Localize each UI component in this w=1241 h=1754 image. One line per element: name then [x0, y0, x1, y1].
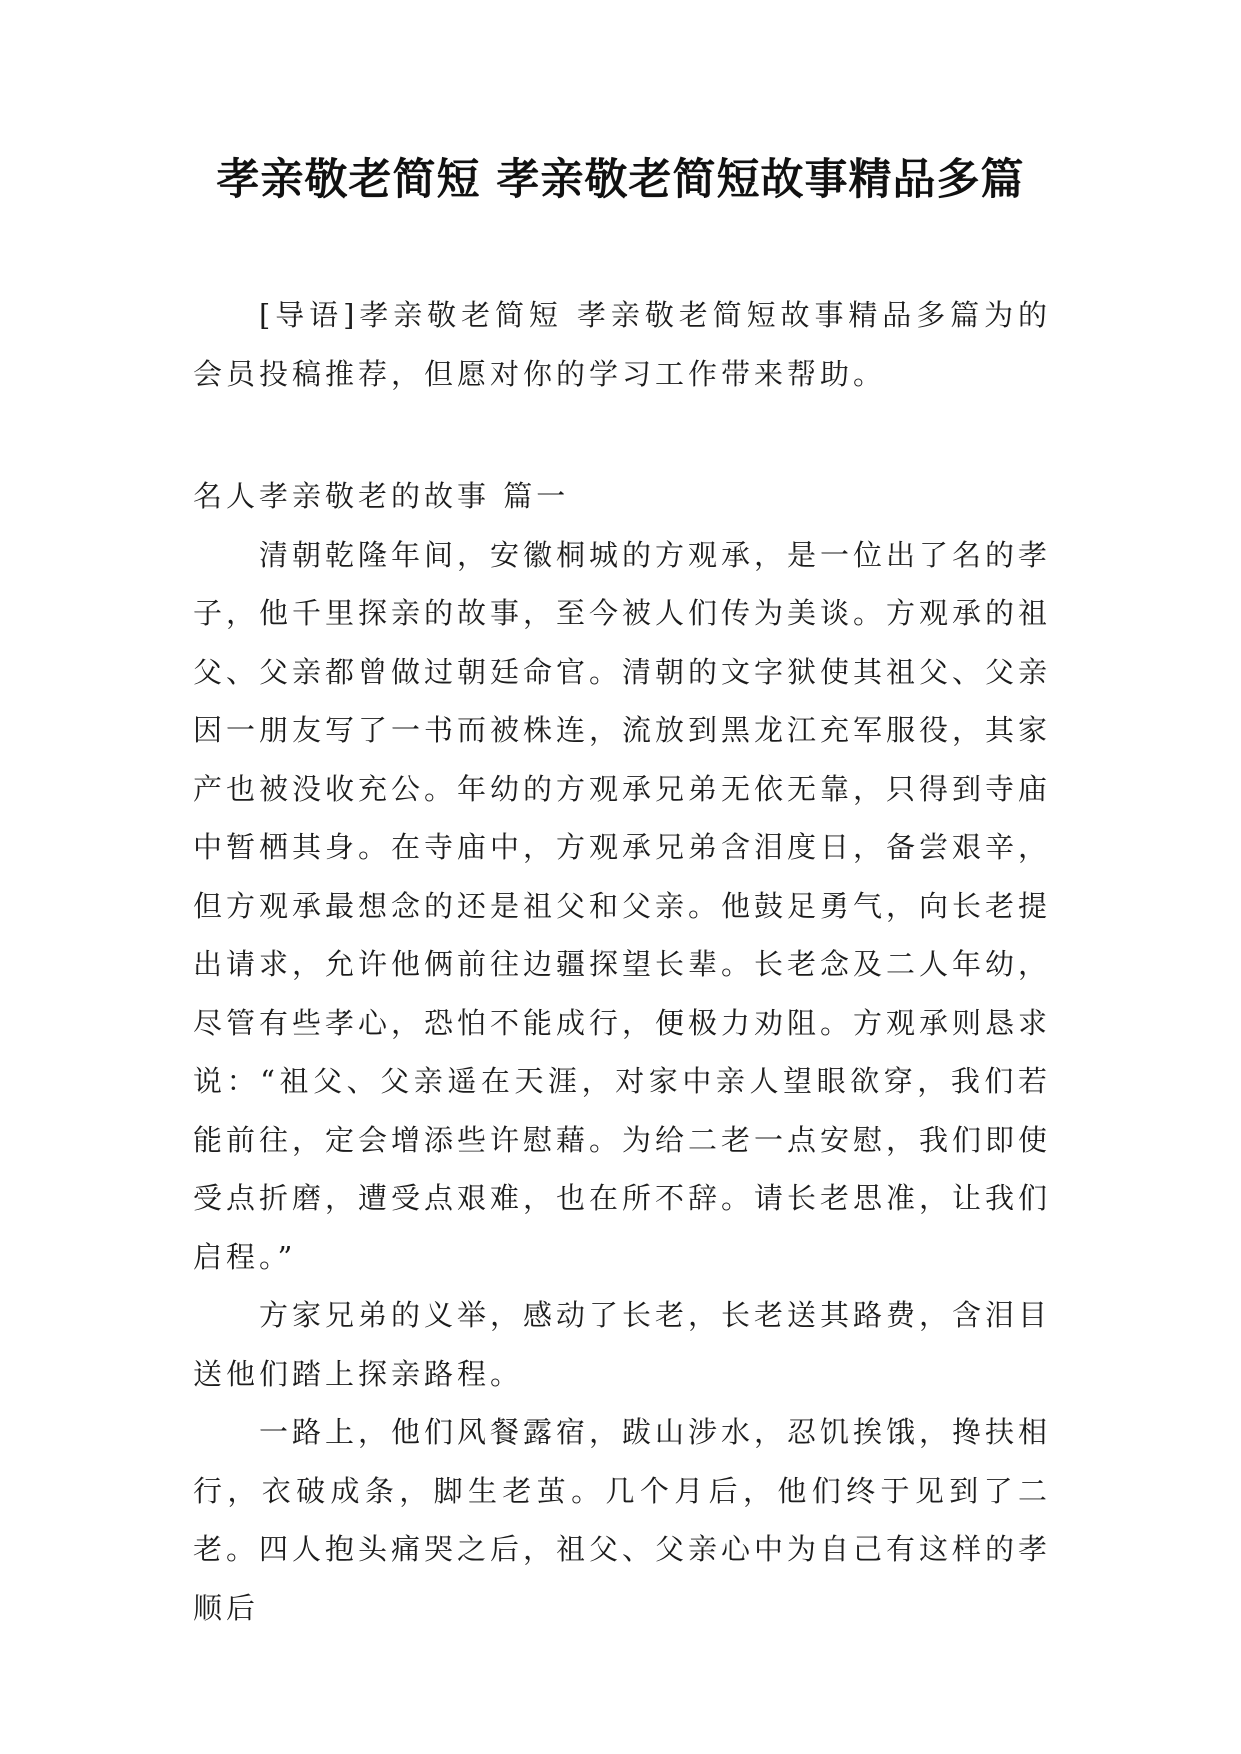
body-paragraph: 方家兄弟的义举，感动了长老，长老送其路费，含泪目送他们踏上探亲路程。 — [193, 1298, 1052, 1391]
body-paragraph: 清朝乾隆年间，安徽桐城的方观承，是一位出了名的孝子，他千里探亲的故事，至今被人们传为美谈。方观承的祖父、父亲都曾做过朝廷命官。清朝的文字狱使其祖父、父亲因一朋友写了一书而被株连，流放到黑龙江充军服役，其家产也被没收充公。年幼的方观承兄弟无依无靠，只得到寺庙中暂栖其身。在寺庙中，方观承兄弟含泪度日，备尝艰辛，但方观承最想念的还是祖父和父亲。他鼓足勇气，向长老提出请求，允许他俩前往边疆探望长辈。长老念及二人年幼，尽管有些孝心，恐怕不能成行，便极力劝阻。方观承则恳求说：“祖父、父亲遥在天涯，对家中亲人望眼欲穿，我们若能前往，定会增添些许慰藉。为给二老一点安慰，我们即使受点折磨，遭受点艰难，也在所不辞。请长老思准，让我们启程。” — [193, 537, 1052, 1274]
document-title: 孝亲敬老简短 孝亲敬老简短故事精品多篇 — [216, 155, 1025, 205]
document-body — [193, 286, 1051, 1637]
intro-paragraph: [导语]孝亲敬老简短 孝亲敬老简短故事精品多篇为的会员投稿推荐，但愿对你的学习工作带来帮助。 — [193, 298, 1051, 391]
section-heading: 名人孝亲敬老的故事 篇一 — [193, 479, 570, 513]
body-paragraph: 一路上，他们风餐露宿，跋山涉水，忍饥挨饿，搀扶相行，衣破成条，脚生老茧。几个月后，他们终于见到了二老。四人抱头痛哭之后，祖父、父亲心中为自己有这样的孝顺后 — [193, 1415, 1052, 1625]
